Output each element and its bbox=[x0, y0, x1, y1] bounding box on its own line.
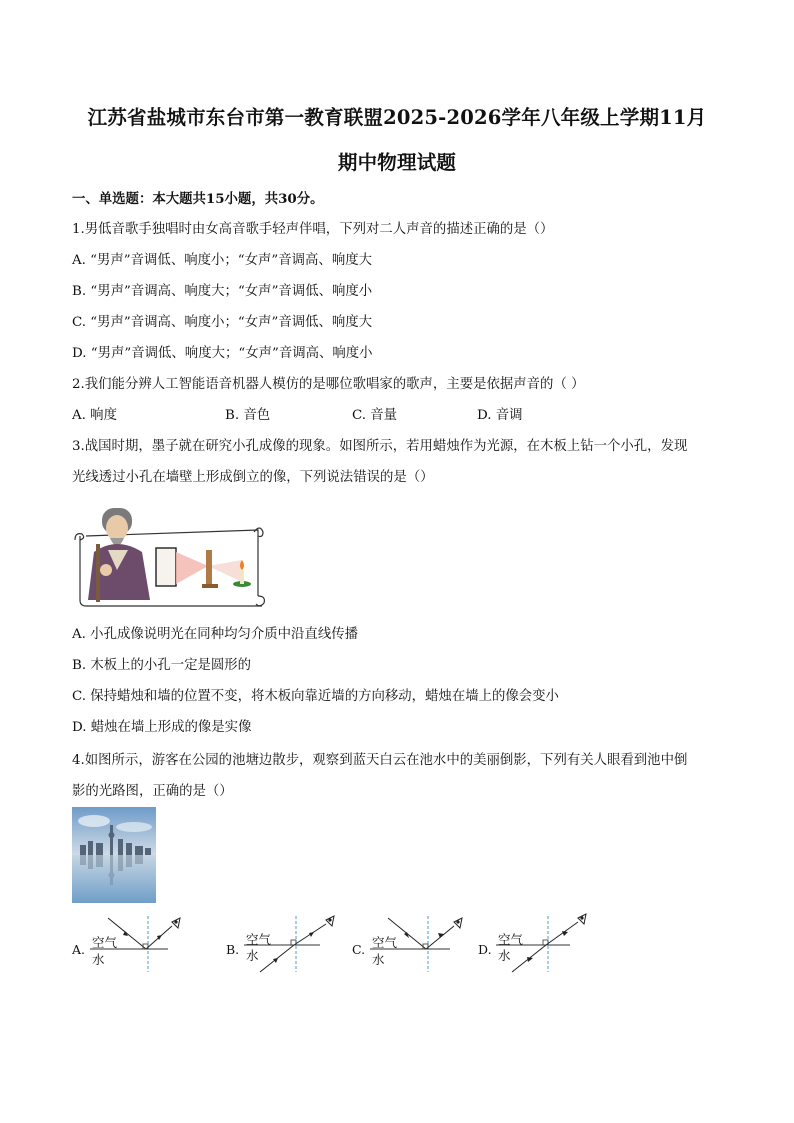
diagram-d-letter: D. bbox=[478, 942, 492, 957]
q2-option-d: D. 音调 bbox=[477, 408, 523, 423]
diagram-d-water-label: 水 bbox=[498, 948, 511, 963]
diagram-d-air-label: 空气 bbox=[498, 932, 524, 947]
diagram-a-air-label: 空气 bbox=[92, 935, 118, 950]
q3-option-b: B. 木板上的小孔一定是圆形的 bbox=[72, 658, 252, 673]
q3-stem-line1: 3.战国时期，墨子就在研究小孔成像的现象。如图所示，若用蜡烛作为光源，在木板上钻一个小孔，发现 bbox=[72, 439, 688, 454]
q2-option-a: A. 响度 bbox=[72, 408, 117, 423]
q3-option-c: C. 保持蜡烛和墙的位置不变，将木板向靠近墙的方向移动，蜡烛在墙上的像会变小 bbox=[72, 689, 559, 704]
city-reflection-photo bbox=[72, 807, 156, 903]
section-heading: 一、单选题：本大题共15小题，共30分。 bbox=[72, 191, 324, 207]
ray-diagram-c bbox=[352, 912, 464, 974]
ray-diagram-b bbox=[226, 912, 336, 974]
q1-option-d: D. “男声”音调低、响度大；“女声”音调高、响度小 bbox=[72, 346, 373, 361]
q4-stem-line2: 影的光路图，正确的是（） bbox=[72, 784, 233, 799]
page-title-line2: 期中物理试题 bbox=[337, 151, 457, 174]
ray-diagram-d bbox=[478, 912, 588, 974]
q2-options bbox=[72, 404, 672, 422]
diagram-b-letter: B. bbox=[226, 942, 240, 957]
page-title-line1: 江苏省盐城市东台市第一教育联盟2025-2026学年八年级上学期11月 bbox=[87, 106, 707, 129]
q2-option-b: B. 音色 bbox=[225, 408, 271, 423]
diagram-c-letter: C. bbox=[352, 942, 366, 957]
q3-stem-line2: 光线透过小孔在墙壁上形成倒立的像，下列说法错误的是（） bbox=[72, 470, 434, 485]
diagram-b-air-label: 空气 bbox=[246, 932, 272, 947]
q1-stem: 1.男低音歌手独唱时由女高音歌手轻声伴唱，下列对二人声音的描述正确的是（） bbox=[72, 222, 554, 237]
q2-option-c: C. 音量 bbox=[352, 408, 398, 423]
diagram-b-water-label: 水 bbox=[246, 948, 259, 963]
diagram-c-air-label: 空气 bbox=[372, 935, 398, 950]
q4-stem-line1: 4.如图所示，游客在公园的池塘边散步，观察到蓝天白云在池水中的美丽倒影，下列有关人眼看到池中倒 bbox=[72, 753, 688, 768]
diagram-a-letter: A. bbox=[72, 942, 86, 957]
pinhole-camera-illustration bbox=[72, 500, 267, 608]
q1-option-c: C. “男声”音调高、响度小；“女声”音调低、响度大 bbox=[72, 315, 373, 330]
q1-option-b: B. “男声”音调高、响度大；“女声”音调低、响度小 bbox=[72, 284, 373, 299]
ray-diagram-a bbox=[72, 912, 182, 974]
q2-stem: 2.我们能分辨人工智能语音机器人模仿的是哪位歌唱家的歌声，主要是依据声音的（ ） bbox=[72, 377, 585, 392]
diagram-c-water-label: 水 bbox=[372, 952, 385, 967]
diagram-a-water-label: 水 bbox=[92, 952, 105, 967]
q3-option-d: D. 蜡烛在墙上形成的像是实像 bbox=[72, 720, 252, 735]
q3-option-a: A. 小孔成像说明光在同种均匀介质中沿直线传播 bbox=[72, 627, 358, 642]
q1-option-a: A. “男声”音调低、响度小；“女声”音调高、响度大 bbox=[72, 253, 372, 268]
